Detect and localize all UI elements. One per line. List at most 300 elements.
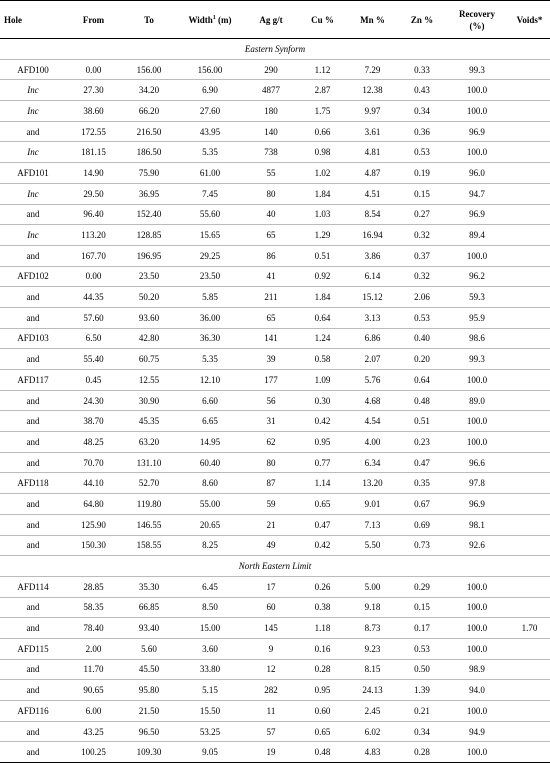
cell-mn: 15.12: [362, 292, 383, 303]
cell-voids: [509, 721, 550, 742]
cell-voids: [509, 121, 550, 142]
cell-width: 9.05: [202, 747, 218, 758]
cell-voids: [509, 370, 550, 391]
cell-hole: AFD118: [17, 478, 49, 489]
cell-hole: and: [26, 457, 40, 468]
cell-to: 42.80: [138, 333, 160, 344]
section-label: Eastern Synform: [244, 43, 306, 54]
cell-hole: AFD100: [17, 64, 49, 75]
cell-from: 64.80: [83, 498, 104, 509]
cell-ag: 65: [266, 312, 276, 323]
cell-width: 6.90: [202, 85, 218, 96]
cell-from: 113.20: [81, 230, 106, 241]
cell-voids: [509, 390, 550, 411]
cell-from: 6.00: [85, 705, 102, 716]
cell-mn: 4.81: [364, 147, 381, 158]
cell-hole: Inc: [27, 188, 39, 199]
cell-zn: 0.15: [414, 188, 430, 199]
cell-zn: 0.32: [414, 271, 430, 282]
cell-cu: 0.95: [314, 685, 331, 696]
cell-ag: 290: [264, 64, 278, 75]
header-row: [0, 1, 550, 39]
cell-from: 28.85: [83, 581, 104, 592]
cell-recovery: 100.0: [466, 643, 488, 654]
cell-mn: 4.00: [364, 436, 381, 447]
cell-zn: 0.20: [414, 354, 430, 365]
cell-voids: [509, 204, 550, 225]
table-row: [0, 576, 550, 597]
table-row: [0, 659, 550, 680]
cell-to: 34.20: [138, 85, 160, 96]
cell-voids: [509, 452, 550, 473]
cell-cu: 0.66: [314, 126, 331, 137]
cell-zn: 0.51: [414, 416, 430, 427]
cell-hole: Inc: [27, 147, 39, 158]
col-hole-header: Hole: [4, 14, 22, 25]
cell-hole: and: [26, 126, 40, 137]
cell-recovery: 96.0: [469, 167, 485, 178]
cell-from: 38.70: [83, 416, 104, 427]
cell-recovery: 100.0: [466, 436, 488, 447]
cell-mn: 5.00: [364, 581, 381, 592]
cell-cu: 0.98: [314, 147, 331, 158]
cell-hole: Inc: [27, 230, 39, 241]
cell-hole: and: [26, 416, 40, 427]
cell-cu: 0.30: [314, 395, 331, 406]
cell-mn: 3.61: [364, 126, 381, 137]
cell-to: 45.50: [138, 664, 160, 675]
col-width-unit: (m): [215, 14, 232, 25]
cell-hole: AFD103: [17, 333, 49, 344]
cell-from: 6.50: [85, 333, 102, 344]
width-footnote-mark: 1: [212, 14, 216, 21]
cell-zn: 0.23: [414, 436, 430, 447]
cell-recovery: 96.9: [469, 126, 485, 137]
cell-width: 61.00: [199, 167, 221, 178]
cell-zn: 0.40: [414, 333, 430, 344]
table-row: [0, 163, 550, 184]
cell-zn: 0.48: [414, 395, 430, 406]
cell-to: 50.20: [138, 292, 160, 303]
cell-recovery: 100.0: [466, 581, 488, 592]
cell-width: 27.60: [199, 105, 221, 116]
cell-from: 27.30: [83, 85, 104, 96]
cell-recovery: 94.7: [469, 188, 485, 199]
cell-mn: 9.18: [364, 602, 381, 613]
cell-ag: 57: [266, 726, 276, 737]
col-width-header: [177, 1, 243, 39]
cell-ag: 60: [266, 602, 276, 613]
cell-recovery: 96.9: [469, 498, 485, 509]
cell-recovery: 97.8: [469, 478, 485, 489]
cell-ag: 80: [266, 188, 276, 199]
cell-recovery: 100.0: [466, 85, 488, 96]
cell-to: 12.55: [138, 374, 160, 385]
cell-voids: [509, 535, 550, 556]
cell-hole: AFD117: [17, 374, 49, 385]
cell-width: 43.95: [199, 126, 221, 137]
cell-width: 5.35: [202, 354, 218, 365]
cell-cu: 0.65: [314, 498, 331, 509]
cell-from: 167.70: [81, 250, 106, 261]
cell-recovery: 99.3: [469, 64, 485, 75]
table-row: [0, 535, 550, 556]
cell-zn: 0.36: [414, 126, 430, 137]
cell-hole: and: [26, 519, 40, 530]
cell-ag: 56: [266, 395, 276, 406]
table-row: [0, 680, 550, 701]
table-row: [0, 432, 550, 453]
cell-cu: 0.47: [314, 519, 331, 530]
cell-width: 20.65: [199, 519, 221, 530]
col-ag-header: Ag g/t: [259, 14, 283, 25]
table-row: [0, 101, 550, 122]
cell-zn: 0.67: [414, 498, 430, 509]
cell-recovery: 96.2: [469, 271, 485, 282]
cell-voids: [509, 411, 550, 432]
col-voids-header: Voids*: [516, 14, 543, 25]
cell-zn: 0.47: [414, 457, 430, 468]
cell-hole: and: [26, 498, 40, 509]
cell-mn: 8.54: [364, 209, 381, 220]
table-row: [0, 307, 550, 328]
cell-voids: [509, 597, 550, 618]
table-row: [0, 701, 550, 722]
cell-recovery: 92.6: [469, 540, 485, 551]
cell-width: 8.50: [202, 602, 218, 613]
cell-mn: 8.73: [364, 623, 381, 634]
cell-from: 78.40: [83, 623, 104, 634]
cell-recovery: 100.0: [466, 705, 488, 716]
cell-hole: and: [26, 395, 40, 406]
cell-to: 45.35: [138, 416, 160, 427]
cell-voids: [509, 680, 550, 701]
cell-from: 0.00: [85, 64, 102, 75]
cell-width: 33.80: [199, 664, 221, 675]
cell-voids: [509, 101, 550, 122]
col-width-label: Width: [188, 14, 213, 25]
cell-ag: 11: [266, 705, 276, 716]
cell-hole: and: [26, 250, 40, 261]
cell-cu: 0.58: [314, 354, 331, 365]
cell-recovery: 100.0: [466, 623, 488, 634]
cell-hole: and: [26, 623, 40, 634]
cell-width: 15.65: [199, 230, 221, 241]
cell-to: 75.90: [138, 167, 160, 178]
cell-hole: AFD116: [17, 705, 49, 716]
cell-to: 152.40: [136, 209, 162, 220]
cell-zn: 0.34: [414, 105, 430, 116]
cell-width: 14.95: [199, 436, 221, 447]
cell-voids: [509, 59, 550, 80]
cell-to: 66.85: [138, 602, 160, 613]
cell-to: 21.50: [138, 705, 160, 716]
cell-mn: 2.45: [364, 705, 381, 716]
cell-to: 52.70: [138, 478, 160, 489]
cell-ag: 12: [266, 664, 276, 675]
cell-ag: 140: [264, 126, 278, 137]
table-row: [0, 80, 550, 101]
cell-from: 2.00: [85, 643, 102, 654]
cell-voids: [509, 80, 550, 101]
cell-to: 216.50: [136, 126, 162, 137]
cell-mn: 7.29: [364, 64, 381, 75]
cell-ag: 80: [266, 457, 276, 468]
cell-to: 93.60: [138, 312, 160, 323]
cell-width: 6.60: [202, 395, 218, 406]
table-row: [0, 452, 550, 473]
cell-ag: 41: [266, 271, 276, 282]
col-recovery-header: [445, 1, 509, 39]
cell-voids: [509, 701, 550, 722]
cell-recovery: 94.9: [469, 726, 485, 737]
cell-width: 8.60: [202, 478, 218, 489]
cell-hole: and: [26, 292, 40, 303]
cell-voids: [509, 307, 550, 328]
cell-to: 96.50: [138, 726, 160, 737]
cell-ag: 39: [266, 354, 276, 365]
table-row: [0, 142, 550, 163]
col-from-header: From: [82, 14, 105, 25]
cell-cu: 0.60: [314, 705, 331, 716]
cell-cu: 1.29: [314, 230, 331, 241]
table-row: [0, 183, 550, 204]
cell-mn: 4.87: [364, 167, 381, 178]
cell-zn: 2.06: [414, 292, 430, 303]
cell-zn: 0.21: [414, 705, 430, 716]
cell-mn: 16.94: [362, 230, 383, 241]
cell-from: 150.30: [81, 540, 106, 551]
cell-cu: 1.84: [314, 292, 331, 303]
cell-width: 156.00: [197, 64, 223, 75]
table-row: [0, 245, 550, 266]
cell-from: 38.60: [83, 105, 104, 116]
cell-mn: 5.50: [364, 540, 381, 551]
cell-ag: 87: [266, 478, 276, 489]
cell-cu: 1.02: [314, 167, 331, 178]
cell-from: 0.45: [85, 374, 102, 385]
cell-width: 36.00: [199, 312, 221, 323]
cell-ag: 211: [264, 292, 278, 303]
cell-cu: 0.38: [314, 602, 331, 613]
cell-to: 95.80: [138, 685, 160, 696]
cell-from: 90.65: [83, 685, 104, 696]
cell-from: 48.25: [83, 436, 104, 447]
table-row: [0, 59, 550, 80]
cell-mn: 3.86: [364, 250, 381, 261]
cell-zn: 0.35: [414, 478, 430, 489]
cell-to: 35.30: [138, 581, 160, 592]
cell-width: 29.25: [199, 250, 221, 261]
cell-ag: 4877: [262, 85, 280, 96]
cell-to: 93.40: [138, 623, 160, 634]
cell-from: 181.15: [81, 147, 106, 158]
cell-cu: 1.14: [314, 478, 331, 489]
cell-from: 24.30: [83, 395, 104, 406]
cell-cu: 0.16: [314, 643, 331, 654]
cell-ag: 17: [266, 581, 276, 592]
cell-to: 30.90: [138, 395, 160, 406]
cell-from: 100.25: [81, 747, 106, 758]
cell-width: 55.60: [199, 209, 221, 220]
cell-mn: 4.68: [364, 395, 381, 406]
cell-hole: and: [26, 209, 40, 220]
cell-voids: [509, 576, 550, 597]
cell-width: 53.25: [199, 726, 221, 737]
cell-ag: 145: [264, 623, 278, 634]
cell-zn: 0.15: [414, 602, 430, 613]
cell-hole: and: [26, 540, 40, 551]
cell-cu: 0.48: [314, 747, 331, 758]
cell-voids: [509, 183, 550, 204]
cell-recovery: 100.0: [466, 416, 488, 427]
cell-recovery: 100.0: [466, 602, 488, 613]
table-row: [0, 287, 550, 308]
table-row: [0, 390, 550, 411]
cell-width: 6.65: [202, 416, 218, 427]
cell-mn: 4.83: [364, 747, 381, 758]
section-label: North Eastern Limit: [238, 561, 312, 572]
cell-zn: 0.73: [414, 540, 430, 551]
cell-width: 36.30: [199, 333, 221, 344]
cell-ag: 65: [266, 230, 276, 241]
cell-hole: and: [26, 685, 40, 696]
cell-ag: 738: [264, 147, 278, 158]
table-row: [0, 328, 550, 349]
cell-ag: 9: [268, 643, 274, 654]
cell-voids: [509, 287, 550, 308]
cell-to: 23.50: [138, 271, 160, 282]
cell-width: 23.50: [199, 271, 221, 282]
cell-ag: 282: [264, 685, 278, 696]
cell-to: 36.95: [138, 188, 160, 199]
cell-cu: 0.92: [314, 271, 331, 282]
cell-mn: 9.97: [364, 105, 381, 116]
cell-width: 7.45: [202, 188, 218, 199]
cell-from: 11.70: [83, 664, 104, 675]
cell-zn: 0.32: [414, 230, 430, 241]
table-row: [0, 349, 550, 370]
cell-cu: 1.18: [314, 623, 331, 634]
cell-hole: Inc: [27, 105, 39, 116]
table-row: [0, 514, 550, 535]
cell-mn: 6.14: [364, 271, 381, 282]
cell-mn: 4.54: [364, 416, 381, 427]
cell-to: 5.60: [141, 643, 157, 654]
cell-zn: 0.53: [414, 643, 430, 654]
cell-recovery: 100.0: [466, 374, 488, 385]
cell-to: 158.55: [136, 540, 162, 551]
cell-to: 186.50: [136, 147, 162, 158]
cell-ag: 141: [264, 333, 278, 344]
cell-from: 57.60: [83, 312, 104, 323]
cell-zn: 0.53: [414, 312, 430, 323]
cell-recovery: 89.0: [469, 395, 485, 406]
cell-mn: 2.07: [364, 354, 381, 365]
cell-hole: and: [26, 747, 40, 758]
cell-cu: 1.24: [314, 333, 331, 344]
col-mn-header: Mn %: [360, 14, 385, 25]
cell-hole: AFD101: [17, 167, 49, 178]
cell-width: 5.15: [202, 685, 218, 696]
cell-recovery: 98.9: [469, 664, 485, 675]
cell-to: 128.85: [136, 230, 162, 241]
cell-mn: 8.15: [364, 664, 381, 675]
cell-voids: [509, 163, 550, 184]
cell-voids: [509, 638, 550, 659]
cell-mn: 9.01: [364, 498, 381, 509]
cell-cu: 0.77: [314, 457, 331, 468]
cell-voids: [509, 473, 550, 494]
table-body: [0, 39, 550, 763]
cell-width: 60.40: [199, 457, 221, 468]
table-row: [0, 204, 550, 225]
cell-zn: 0.17: [414, 623, 430, 634]
cell-cu: 0.42: [314, 540, 331, 551]
cell-to: 156.00: [136, 64, 162, 75]
cell-recovery: 96.9: [469, 209, 485, 220]
table-row: [0, 121, 550, 142]
cell-to: 66.20: [138, 105, 160, 116]
cell-from: 44.35: [83, 292, 104, 303]
col-recovery-label: Recovery: [459, 8, 495, 19]
col-cu-header: Cu %: [311, 14, 334, 25]
cell-cu: 0.42: [314, 416, 331, 427]
cell-from: 0.00: [85, 271, 102, 282]
cell-from: 55.40: [83, 354, 104, 365]
cell-to: 119.80: [136, 498, 162, 509]
cell-hole: and: [26, 602, 40, 613]
cell-voids: [509, 225, 550, 246]
cell-voids: [509, 659, 550, 680]
table-row: [0, 638, 550, 659]
col-recovery-unit: (%): [469, 20, 485, 31]
cell-hole: and: [26, 354, 40, 365]
cell-to: 196.95: [136, 250, 162, 261]
cell-voids: [509, 142, 550, 163]
cell-ag: 59: [266, 498, 276, 509]
cell-zn: 0.64: [414, 374, 430, 385]
cell-from: 14.90: [83, 167, 104, 178]
cell-voids: [509, 494, 550, 515]
cell-ag: 31: [266, 416, 276, 427]
cell-zn: 0.27: [414, 209, 430, 220]
cell-cu: 1.75: [314, 105, 331, 116]
cell-ag: 40: [266, 209, 276, 220]
cell-hole: Inc: [27, 85, 39, 96]
cell-recovery: 95.9: [469, 312, 485, 323]
table-row: [0, 225, 550, 246]
cell-hole: AFD102: [17, 271, 49, 282]
cell-voids: [509, 266, 550, 287]
cell-recovery: 100.0: [466, 147, 488, 158]
cell-mn: 13.20: [362, 478, 383, 489]
cell-cu: 2.87: [314, 85, 331, 96]
cell-mn: 24.13: [362, 685, 383, 696]
cell-hole: and: [26, 436, 40, 447]
cell-hole: AFD115: [17, 643, 49, 654]
cell-recovery: 100.0: [466, 747, 488, 758]
cell-mn: 7.13: [364, 519, 381, 530]
cell-ag: 62: [266, 436, 276, 447]
cell-from: 58.35: [83, 602, 104, 613]
cell-width: 3.60: [202, 643, 218, 654]
table-row: [0, 411, 550, 432]
cell-ag: 21: [266, 519, 276, 530]
section-row: [0, 39, 550, 60]
table-row: [0, 597, 550, 618]
cell-from: 70.70: [83, 457, 104, 468]
